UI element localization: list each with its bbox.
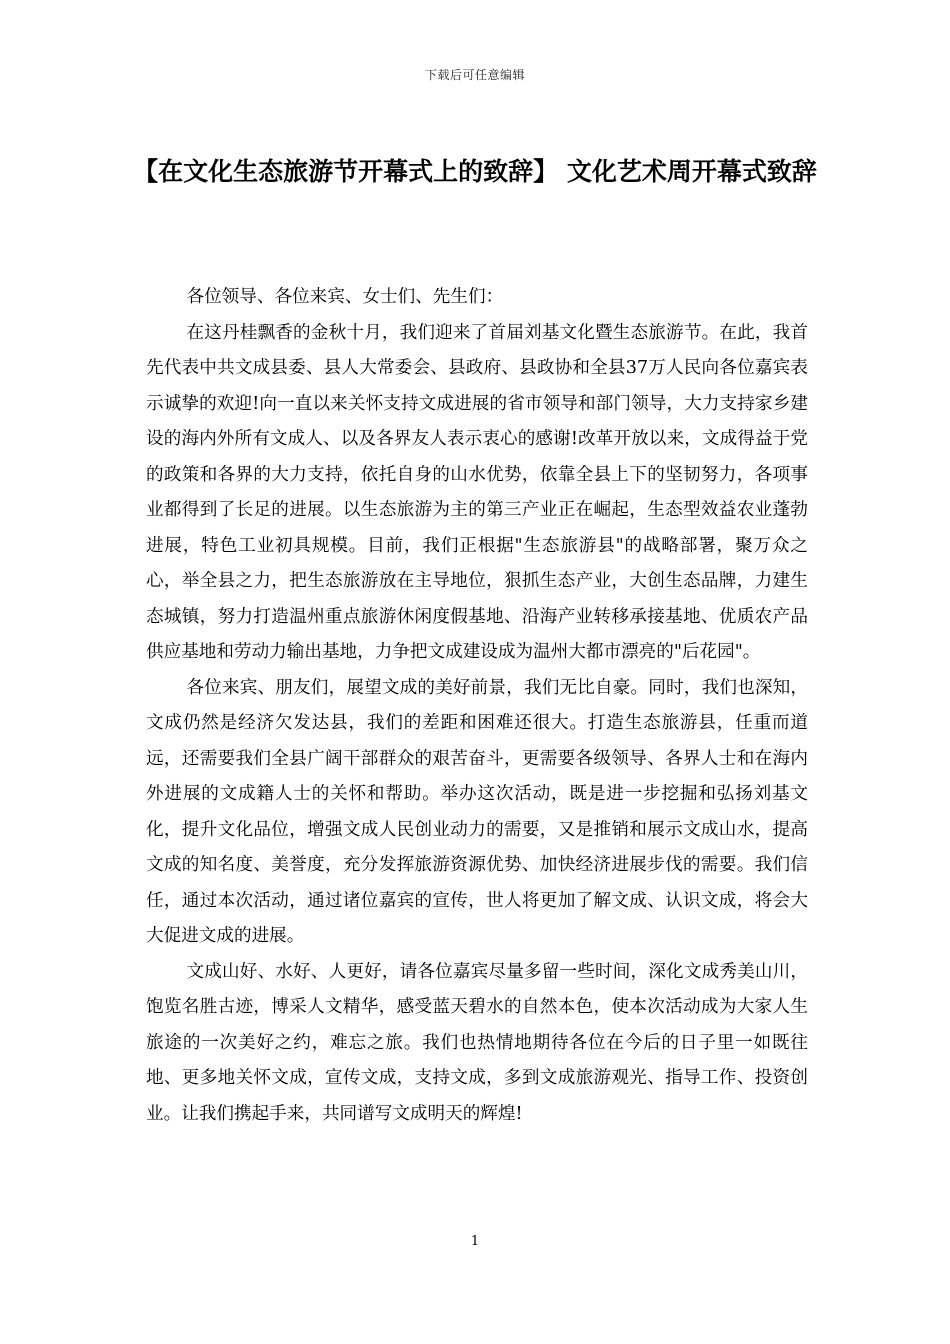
- paragraph: 文成山好、水好、人更好，请各位嘉宾尽量多留一些时间，深化文成秀美山川，饱览名胜古迹，博采人文精华，感受蓝天碧水的自然本色，使本次活动成为大家人生旅途的一次美好之约，难忘之旅。我们也热情地期待各位在今后的日子里一如既往地、更多地关怀文成，宣传文成，支持文成，多到文成旅游观光、指导工作、投资创业。让我们携起手来，共同谱写文成明天的辉煌!: [146, 961, 808, 1124]
- paragraph: 在这丹桂飘香的金秋十月，我们迎来了首届刘基文化暨生态旅游节。在此，我首先代表中共文成县委、县人大常委会、县政府、县政协和全县37万人民向各位嘉宾表示诚挚的欢迎!向一直以来关怀支持文成进展的省市领导和部门领导，大力支持家乡建设的海内外所有文成人、以及各界友人表示衷心的感谢!改革开放以来，文成得益于党的政策和各界的大力支持，依托自身的山水优势，依靠全县上下的坚韧努力，各项事业都得到了长足的进展。以生态旅游为主的第三产业正在崛起，生态型效益农业蓬勃进展，特色工业初具规模。目前，我们正根据"生态旅游县"的战略部署，聚万众之心，举全县之力，把生态旅游放在主导地位，狠抓生态产业，大创生态品牌，力建生态城镇，努力打造温州重点旅游休闲度假基地、沿海产业转移承接基地、优质农产品供应基地和劳动力输出基地，力争把文成建设成为温州大都市漂亮的"后花园"。: [146, 322, 808, 662]
- paragraph: 各位来宾、朋友们，展望文成的美好前景，我们无比自豪。同时，我们也深知，文成仍然是经济欠发达县，我们的差距和困难还很大。打造生态旅游县，任重而道远，还需要我们全县广阔干部群众的艰苦奋斗，更需要各级领导、各界人士和在海内外进展的文成籍人士的关怀和帮助。举办这次活动，既是进一步挖掘和弘扬刘基文化，提升文化品位，增强文成人民创业动力的需要，又是推销和展示文成山水，提高文成的知名度、美誉度，充分发挥旅游资源优势、加快经济进展步伐的需要。我们信任，通过本次活动，通过诸位嘉宾的宣传，世人将更加了解文成、认识文成，将会大大促进文成的进展。: [146, 677, 808, 946]
- paragraph-salutation: 各位领导、各位来宾、女士们、先生们：: [186, 287, 504, 307]
- page-number: 1: [470, 1234, 480, 1249]
- header-note: 下载后可任意编辑: [424, 68, 525, 82]
- document-title: 【在文化生态旅游节开幕式上的致辞】 文化艺术周开幕式致辞: [133, 157, 817, 186]
- document-body: [146, 280, 808, 1132]
